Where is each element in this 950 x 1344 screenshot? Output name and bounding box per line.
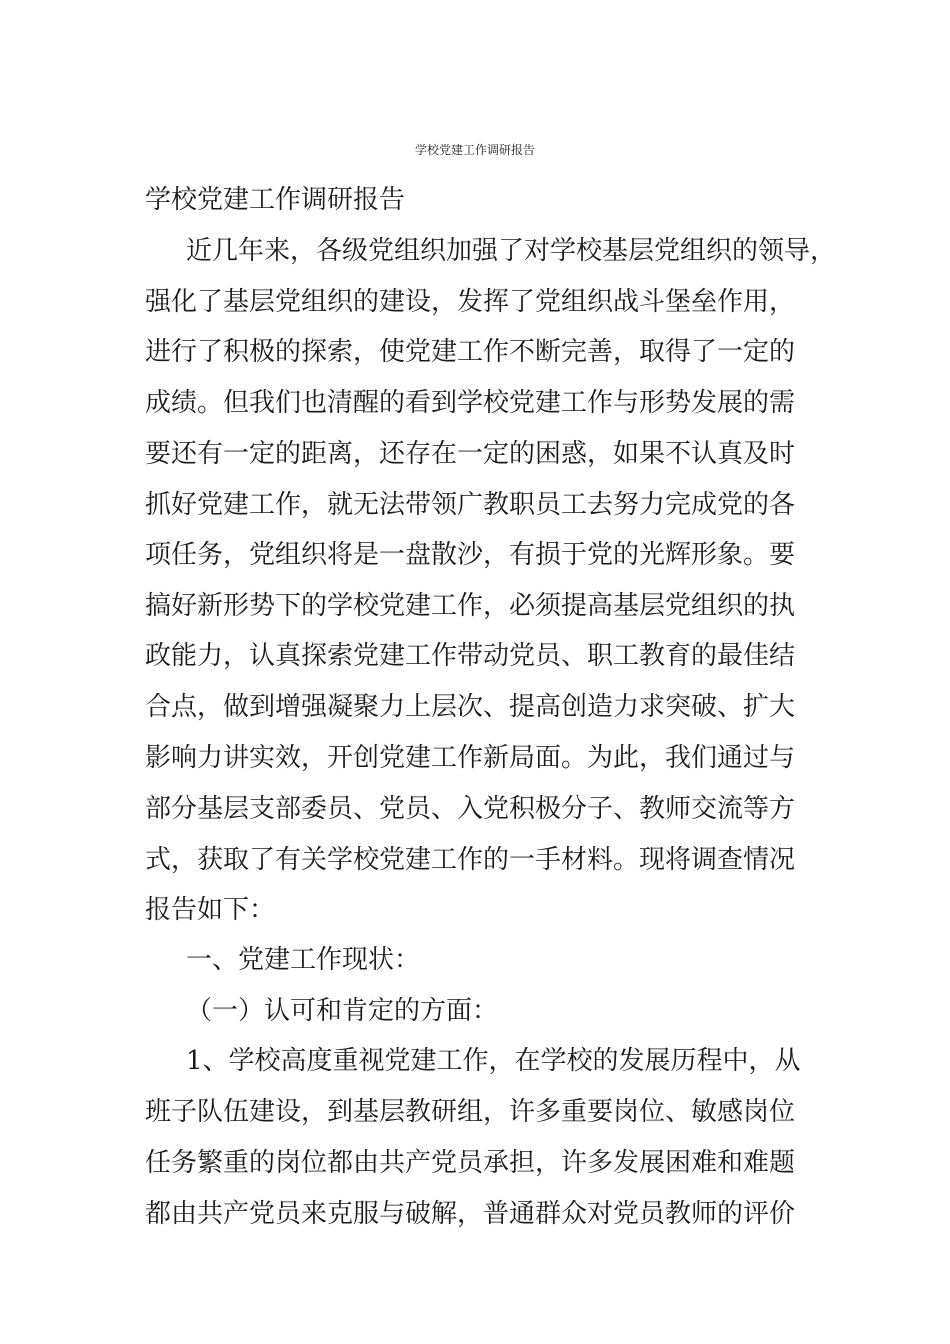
document-title: 学校党建工作调研报告 <box>414 143 535 157</box>
text-line: 报告如下： <box>145 895 276 925</box>
section-heading: 一、党建工作现状： <box>186 945 421 975</box>
text-line: 进行了积极的探索，使党建工作不断完善，取得了一定的 <box>145 337 796 367</box>
text-line: 抓好党建工作，就无法带领广教职员工去努力完成党的各 <box>145 490 796 520</box>
text-line: 学校党建工作调研报告 <box>145 185 406 215</box>
text-line: 式，获取了有关学校党建工作的一手材料。现将调查情况 <box>145 845 796 875</box>
text-line: 要还有一定的距离，还存在一定的困惑，如果不认真及时 <box>145 439 796 469</box>
text-line: 强化了基层党组织的建设，发挥了党组织战斗堡垒作用， <box>145 287 796 317</box>
text-line: 任务繁重的岗位都由共产党员承担，许多发展困难和难题 <box>145 1148 796 1178</box>
text-line: 部分基层支部委员、党员、入党积极分子、教师交流等方 <box>145 794 796 824</box>
text-line: 搞好新形势下的学校党建工作，必须提高基层党组织的执 <box>145 591 796 621</box>
text-line: 影响力讲实效，开创党建工作新局面。为此，我们通过与 <box>145 743 796 773</box>
text-line: 1、学校高度重视党建工作，在学校的发展历程中，从 <box>186 1046 801 1076</box>
text-line: 成绩。但我们也清醒的看到学校党建工作与形势发展的需 <box>145 388 796 418</box>
text-line: 项任务，党组织将是一盘散沙，有损于党的光辉形象。要 <box>145 540 796 570</box>
text-line: 都由共产党员来克服与破解，普通群众对党员教师的评价 <box>145 1199 796 1229</box>
text-line: 合点，做到增强凝聚力上层次、提高创造力求突破、扩大 <box>145 692 796 722</box>
subsection-heading: （一）认可和肯定的方面： <box>186 996 499 1026</box>
text-line: 近几年来，各级党组织加强了对学校基层党组织的领导， <box>186 236 837 266</box>
text-line: 政能力，认真探索党建工作带动党员、职工教育的最佳结 <box>145 641 796 671</box>
text-line: 班子队伍建设，到基层教研组，许多重要岗位、敏感岗位 <box>145 1097 796 1127</box>
